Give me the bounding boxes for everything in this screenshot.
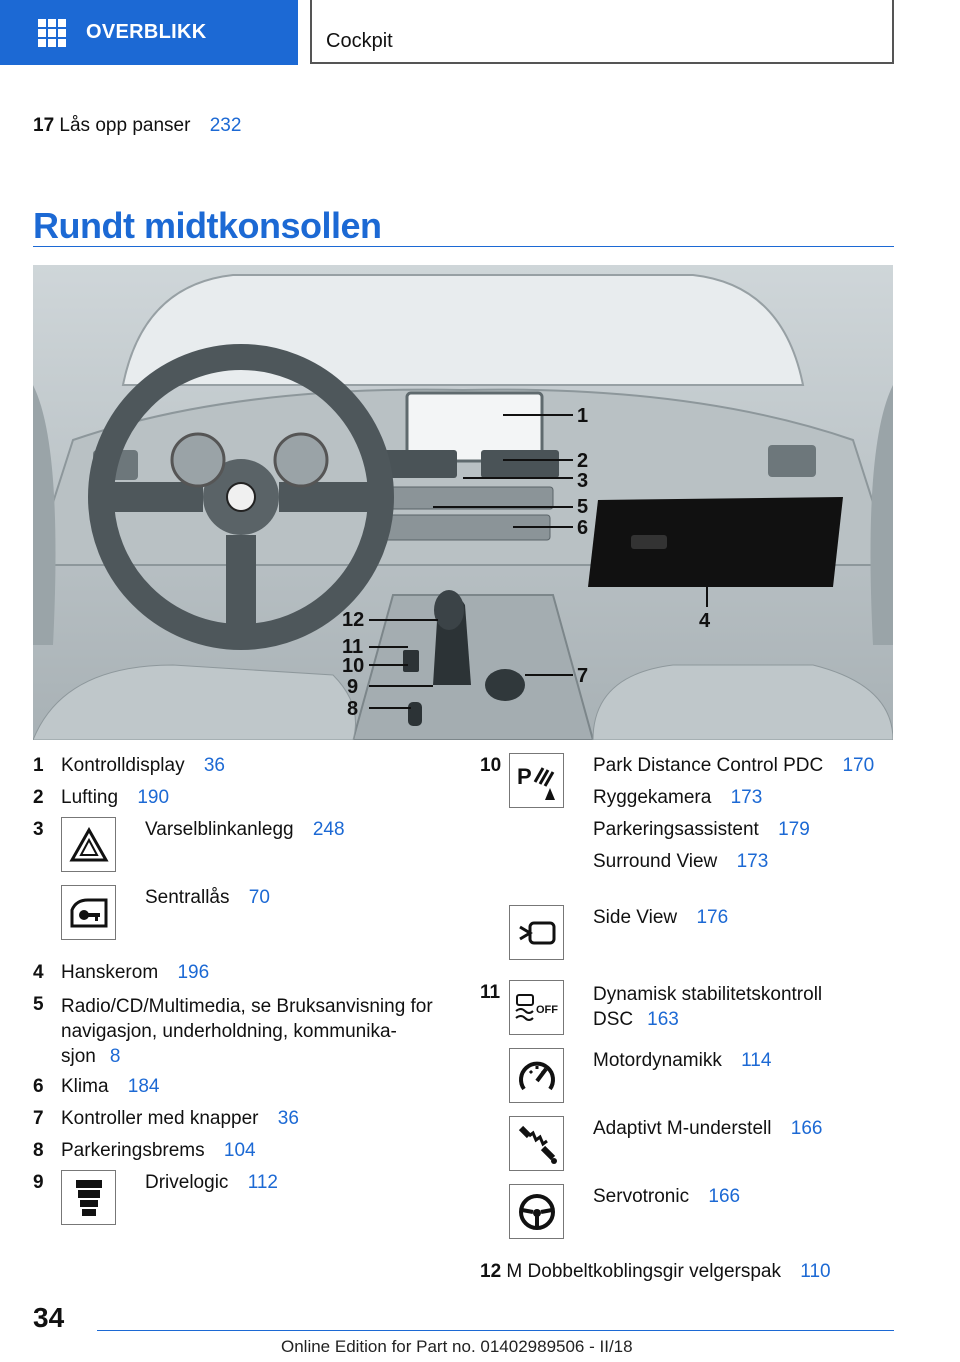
list-item-5 bbox=[33, 994, 433, 1067]
central-lock-icon bbox=[61, 885, 116, 940]
item-number: 17 bbox=[33, 115, 55, 136]
page-link[interactable]: 248 bbox=[312, 819, 345, 840]
section-tab[interactable] bbox=[310, 0, 894, 64]
page-link[interactable]: 36 bbox=[203, 755, 225, 776]
svg-text:P: P bbox=[516, 763, 532, 789]
page-link[interactable]: 173 bbox=[730, 787, 763, 808]
item-number: 10 bbox=[480, 755, 502, 776]
item-label: Sentrallås bbox=[145, 887, 230, 908]
callout-9: 9 bbox=[347, 676, 359, 698]
steering-wheel-icon bbox=[509, 1184, 564, 1239]
callout-10: 10 bbox=[342, 655, 365, 677]
page-link[interactable]: 114 bbox=[741, 1050, 772, 1071]
title-rule bbox=[33, 246, 894, 247]
item-number: 2 bbox=[33, 787, 44, 808]
page-link[interactable]: 179 bbox=[778, 819, 810, 840]
list-item-4 bbox=[33, 962, 210, 984]
list-item-10-side bbox=[593, 907, 728, 929]
list-item-11-motor bbox=[593, 1050, 771, 1072]
callout-1: 1 bbox=[577, 405, 589, 427]
item-label: Drivelogic bbox=[145, 1172, 229, 1193]
list-item-3-hazard bbox=[145, 819, 345, 841]
section-label: Cockpit bbox=[326, 30, 393, 52]
list-item-9 bbox=[33, 1172, 44, 1194]
item-label: Park Distance Control PDC bbox=[593, 755, 824, 776]
item-label: Servotronic bbox=[593, 1186, 690, 1207]
item-label: Lufting bbox=[61, 787, 119, 808]
item-label: Parkeringsassistent bbox=[593, 819, 759, 840]
callout-11: 11 bbox=[342, 636, 364, 658]
page-link[interactable]: 170 bbox=[842, 755, 875, 776]
item-label: Kontrolldisplay bbox=[61, 755, 185, 776]
list-item-2 bbox=[33, 787, 170, 809]
motor-dynamics-icon bbox=[509, 1048, 564, 1103]
item-label: Parkeringsbrems bbox=[61, 1140, 205, 1161]
list-item-8 bbox=[33, 1140, 256, 1162]
item-number: 3 bbox=[33, 819, 44, 840]
edition-text: Online Edition for Part no. 01402989506 - II/18 bbox=[281, 1337, 633, 1356]
list-item-10 bbox=[480, 755, 501, 777]
item-number: 12 bbox=[480, 1261, 502, 1282]
callout-6: 6 bbox=[577, 517, 589, 539]
hazard-warning-icon bbox=[61, 817, 116, 872]
page-number: 34 bbox=[33, 1302, 65, 1333]
item-label: Varselblinkanlegg bbox=[145, 819, 294, 840]
item-label-line1: Radio/CD/Multimedia, se Bruksanvisning for bbox=[61, 996, 433, 1017]
page-link[interactable]: 70 bbox=[248, 887, 270, 908]
pdc-icon bbox=[509, 753, 564, 808]
overview-button[interactable] bbox=[0, 0, 298, 65]
callout-3: 3 bbox=[577, 470, 589, 492]
page-link[interactable]: 190 bbox=[137, 787, 170, 808]
item-number: 8 bbox=[33, 1140, 44, 1161]
item-label: Surround View bbox=[593, 851, 718, 872]
list-item-3 bbox=[33, 819, 44, 841]
item-number: 5 bbox=[33, 994, 44, 1015]
list-item-3-lock bbox=[145, 887, 270, 909]
page-link[interactable]: 232 bbox=[209, 115, 242, 136]
item-label-line2: navigasjon, underholdning, kommunika- bbox=[61, 1021, 397, 1042]
item-label: Lås opp panser bbox=[59, 115, 191, 136]
page-link[interactable]: 104 bbox=[223, 1140, 256, 1161]
item-label: Hanskerom bbox=[61, 962, 159, 983]
item-number: 4 bbox=[33, 962, 44, 983]
callout-2: 2 bbox=[577, 450, 589, 472]
callout-4: 4 bbox=[699, 610, 711, 632]
item-label: M Dobbeltkoblingsgir velgerspak bbox=[506, 1261, 782, 1282]
list-item-6 bbox=[33, 1076, 160, 1098]
item-label: Side View bbox=[593, 907, 678, 928]
dsc-off-icon bbox=[509, 980, 564, 1035]
item-label: Kontroller med knapper bbox=[61, 1108, 259, 1129]
overview-label: OVERBLIKK bbox=[86, 21, 207, 43]
list-item-11-dsc bbox=[593, 982, 822, 1032]
page-link[interactable]: 166 bbox=[708, 1186, 741, 1207]
item-label: Klima bbox=[61, 1076, 109, 1097]
item-number: 7 bbox=[33, 1108, 44, 1129]
page-link[interactable]: 8 bbox=[109, 1046, 121, 1067]
item-number: 11 bbox=[480, 982, 501, 1003]
item-label-line1: Dynamisk stabilitetskontroll bbox=[593, 984, 823, 1005]
page-link[interactable]: 173 bbox=[736, 851, 769, 872]
list-item-1 bbox=[33, 755, 225, 777]
page-link[interactable]: 166 bbox=[790, 1118, 823, 1139]
list-item-11 bbox=[480, 982, 500, 1004]
callout-8: 8 bbox=[347, 698, 359, 720]
list-item-11-servo bbox=[593, 1186, 740, 1208]
list-item-10-parking bbox=[593, 819, 810, 841]
page-link[interactable]: 176 bbox=[696, 907, 729, 928]
side-view-icon bbox=[509, 905, 564, 960]
grid-icon bbox=[38, 19, 66, 47]
list-item-10-pdc bbox=[593, 755, 874, 777]
list-item-10-camera bbox=[593, 787, 762, 809]
section-title: Rundt midtkonsollen bbox=[33, 205, 382, 246]
page-link[interactable]: 36 bbox=[277, 1108, 299, 1129]
item-number: 1 bbox=[33, 755, 44, 776]
callout-7: 7 bbox=[577, 665, 589, 687]
list-item-10-surround bbox=[593, 851, 768, 873]
adaptive-suspension-icon bbox=[509, 1116, 564, 1171]
page-link[interactable]: 163 bbox=[647, 1009, 679, 1030]
item-label: Ryggekamera bbox=[593, 787, 712, 808]
page-link[interactable]: 196 bbox=[177, 962, 210, 983]
callout-5: 5 bbox=[577, 496, 589, 518]
page-link[interactable]: 184 bbox=[127, 1076, 160, 1097]
cockpit-illustration bbox=[33, 265, 893, 740]
dsc-off-text: OFF bbox=[535, 1003, 558, 1016]
list-item-17 bbox=[33, 115, 241, 137]
footer-rule bbox=[97, 1330, 894, 1331]
list-item-12 bbox=[480, 1261, 831, 1283]
item-number: 9 bbox=[33, 1172, 44, 1193]
list-item-11-adaptive bbox=[593, 1118, 822, 1140]
page-link[interactable]: 112 bbox=[247, 1172, 278, 1193]
item-number: 6 bbox=[33, 1076, 44, 1097]
item-label-line2: DSC bbox=[593, 1009, 634, 1030]
item-label: Motordynamikk bbox=[593, 1050, 722, 1071]
list-item-7 bbox=[33, 1108, 299, 1130]
list-item-9-drivelogic bbox=[145, 1172, 278, 1194]
callout-12: 12 bbox=[342, 609, 365, 631]
item-label: Adaptivt M-understell bbox=[593, 1118, 772, 1139]
drivelogic-icon bbox=[61, 1170, 116, 1225]
item-label-line3: sjon bbox=[61, 1046, 96, 1067]
page-link[interactable]: 110 bbox=[800, 1261, 831, 1282]
